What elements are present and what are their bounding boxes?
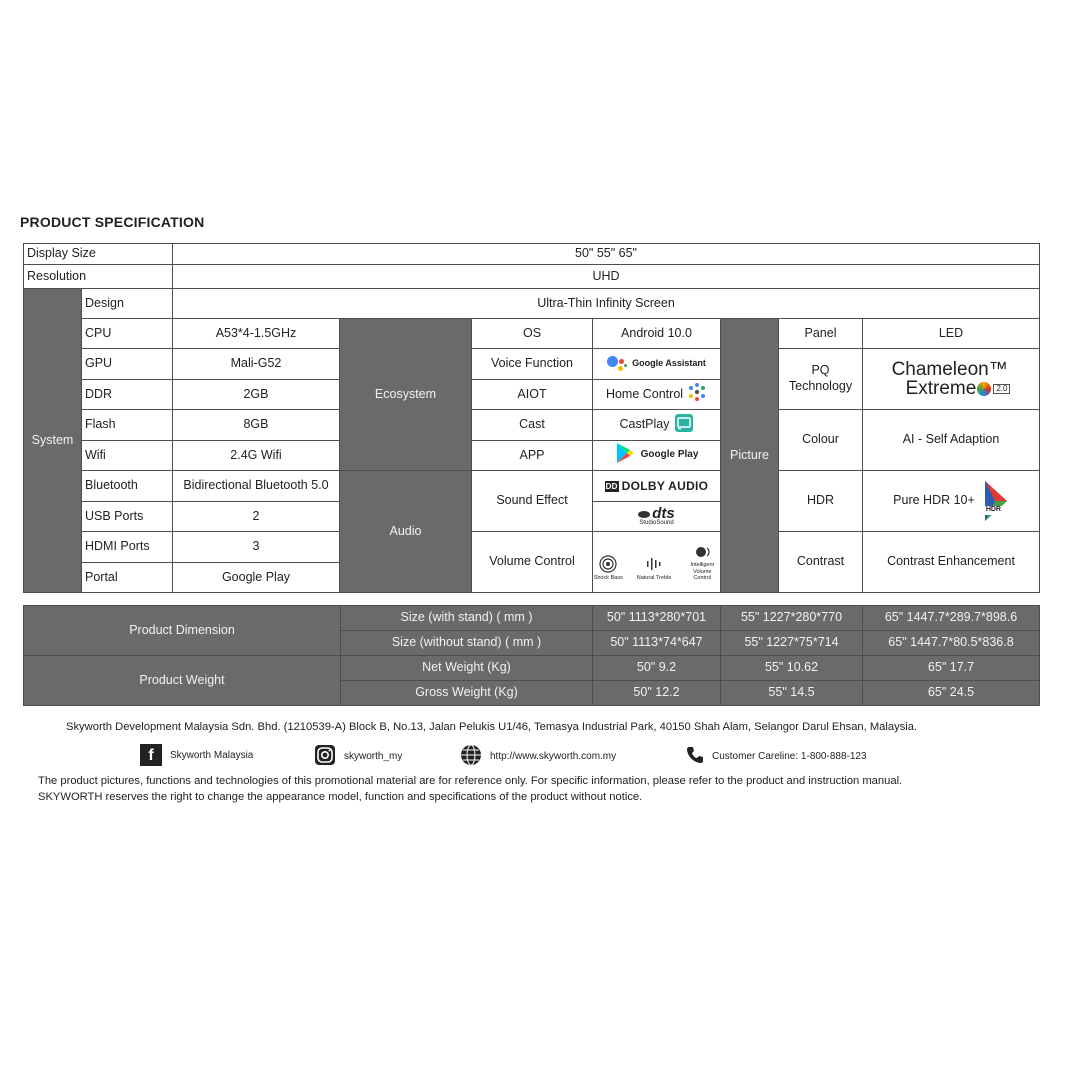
resolution-value: UHD xyxy=(172,264,1040,289)
careline-link[interactable] xyxy=(686,746,867,767)
system-group-label: System xyxy=(23,288,82,593)
flash-label: Flash xyxy=(81,409,173,441)
careline-label: Customer Careline: 1-800-888-123 xyxy=(712,751,867,762)
hdr-logo-text: HDR xyxy=(985,506,1001,513)
intelligent-volume-icon xyxy=(693,542,711,560)
hdr-value-text: Pure HDR 10+ xyxy=(893,493,975,508)
hdr-label: HDR xyxy=(778,470,863,532)
weight-row1-v2: 55" 10.62 xyxy=(720,655,863,681)
picture-group-label: Picture xyxy=(720,318,779,593)
bluetooth-label: Bluetooth xyxy=(81,470,173,502)
dim-row2-label: Size (without stand) ( mm ) xyxy=(340,630,593,656)
dim-row2-v1: 50" 1113*74*647 xyxy=(592,630,721,656)
dim-row1-v2: 55" 1227*280*770 xyxy=(720,605,863,631)
weight-group-label: Product Weight xyxy=(23,655,341,706)
hdmi-value: 3 xyxy=(172,531,340,563)
design-value: Ultra-Thin Infinity Screen xyxy=(172,288,1040,319)
pq-label: PQ Technology xyxy=(778,348,863,410)
dim-row1-v1: 50" 1113*280*701 xyxy=(592,605,721,631)
shock-bass-icon xyxy=(599,555,617,573)
dim-row1-v3: 65" 1447.7*289.7*898.6 xyxy=(862,605,1040,631)
dts-logo xyxy=(592,501,721,532)
voice-label: Voice Function xyxy=(471,348,593,380)
dts-icon xyxy=(638,511,650,518)
gpu-label: GPU xyxy=(81,348,173,380)
bluetooth-value: Bidirectional Bluetooth 5.0 xyxy=(172,470,340,502)
dim-row2-v2: 55" 1227*75*714 xyxy=(720,630,863,656)
shock-bass-label: Shock Bass xyxy=(593,575,623,582)
portal-value: Google Play xyxy=(172,562,340,593)
volume-control-label: Volume Control xyxy=(471,531,593,593)
weight-row1-v3: 65" 17.7 xyxy=(862,655,1040,681)
usb-label: USB Ports xyxy=(81,501,173,532)
google-play-icon xyxy=(615,442,635,469)
flash-value: 8GB xyxy=(172,409,340,441)
facebook-icon: f xyxy=(140,744,162,766)
display-size-value: 50" 55" 65" xyxy=(172,243,1040,265)
voice-value-text: Google Assistant xyxy=(632,358,706,369)
hdr-logo-icon xyxy=(983,479,1009,523)
dim-row1-label: Size (with stand) ( mm ) xyxy=(340,605,593,631)
natural-treble-icon xyxy=(645,555,663,573)
display-size-label: Display Size xyxy=(23,243,173,265)
weight-row2-v3: 65" 24.5 xyxy=(862,680,1040,706)
aiot-label: AIOT xyxy=(471,379,593,410)
dolby-text: DOLBY AUDIO xyxy=(621,478,709,493)
chameleon-text: Chameleon™ xyxy=(891,359,1008,380)
home-control-icon xyxy=(687,382,707,407)
version-badge: 2.0 xyxy=(993,384,1010,394)
globe-icon xyxy=(460,744,482,769)
panel-label: Panel xyxy=(778,318,863,349)
weight-row2-v1: 50" 12.2 xyxy=(592,680,721,706)
app-value xyxy=(592,440,721,471)
os-value: Android 10.0 xyxy=(592,318,721,349)
hdr-value xyxy=(862,470,1040,532)
disclaimer-line2: SKYWORTH reserves the right to change the appearance model, function and specifications of the product without notice. xyxy=(38,791,643,803)
castplay-icon xyxy=(674,413,694,438)
dts-subtext: StudioSound xyxy=(639,519,674,526)
gpu-value: Mali-G52 xyxy=(172,348,340,380)
weight-row1-label: Net Weight (Kg) xyxy=(340,655,593,681)
voice-value xyxy=(592,348,721,380)
ddr-value: 2GB xyxy=(172,379,340,410)
contrast-label: Contrast xyxy=(778,531,863,593)
panel-value: LED xyxy=(862,318,1040,349)
facebook-label: Skyworth Malaysia xyxy=(170,749,254,761)
cpu-value: A53*4-1.5GHz xyxy=(172,318,340,349)
portal-label: Portal xyxy=(81,562,173,593)
company-address: Skyworth Development Malaysia Sdn. Bhd. (1210539-A) Block B, No.13, Jalan Pelukis U1/46, Temasya Industrial Park, 40150 Shah Alam, Selangor Darul Ehsan, Malaysia. xyxy=(66,721,918,733)
ddr-label: DDR xyxy=(81,379,173,410)
pq-value xyxy=(862,348,1040,410)
facebook-link[interactable] xyxy=(140,744,253,766)
usb-value: 2 xyxy=(172,501,340,532)
volume-control-value xyxy=(592,531,721,593)
website-link[interactable] xyxy=(460,744,616,769)
resolution-label: Resolution xyxy=(23,264,173,289)
cast-label: Cast xyxy=(471,409,593,441)
wifi-label: Wifi xyxy=(81,440,173,471)
instagram-icon xyxy=(314,744,336,769)
contrast-value: Contrast Enhancement xyxy=(862,531,1040,593)
aiot-value-text: Home Control xyxy=(605,386,684,401)
colour-value: AI - Self Adaption xyxy=(862,409,1040,471)
ecosystem-group-label: Ecosystem xyxy=(339,318,472,471)
instagram-label: skyworth_my xyxy=(344,751,403,762)
audio-group-label: Audio xyxy=(339,470,472,593)
dts-text: dts xyxy=(652,505,675,523)
cpu-label: CPU xyxy=(81,318,173,349)
sound-effect-label: Sound Effect xyxy=(471,470,593,532)
instagram-link[interactable] xyxy=(314,744,402,769)
dim-row2-v3: 65" 1447.7*80.5*836.8 xyxy=(862,630,1040,656)
chameleon-swirl-icon xyxy=(977,382,991,396)
colour-label: Colour xyxy=(778,409,863,471)
wifi-value: 2.4G Wifi xyxy=(172,440,340,471)
aiot-value xyxy=(592,379,721,410)
phone-icon xyxy=(686,746,704,767)
cast-value-text: CastPlay xyxy=(619,417,670,432)
hdmi-label: HDMI Ports xyxy=(81,531,173,563)
extreme-text: Extreme xyxy=(905,378,977,399)
dolby-audio-logo xyxy=(592,470,721,502)
disclaimer-line1: The product pictures, functions and technologies of this promotional material are for reference only. For specific information, please refer to the product and instruction manual. xyxy=(38,775,903,787)
app-value-text: Google Play xyxy=(640,449,699,461)
natural-treble-label: Natural Treble xyxy=(636,575,672,582)
weight-row2-v2: 55" 14.5 xyxy=(720,680,863,706)
intelligent-volume-label: Intelligent Volume Control xyxy=(690,561,715,582)
design-label: Design xyxy=(81,288,173,319)
os-label: OS xyxy=(471,318,593,349)
cast-value xyxy=(592,409,721,441)
weight-row2-label: Gross Weight (Kg) xyxy=(340,680,593,706)
website-label: http://www.skyworth.com.my xyxy=(490,751,617,762)
weight-row1-v1: 50" 9.2 xyxy=(592,655,721,681)
google-assistant-icon xyxy=(607,356,627,372)
page-title: PRODUCT SPECIFICATION xyxy=(20,214,205,230)
dimension-group-label: Product Dimension xyxy=(23,605,341,656)
dolby-icon: DD xyxy=(605,481,618,491)
app-label: APP xyxy=(471,440,593,471)
